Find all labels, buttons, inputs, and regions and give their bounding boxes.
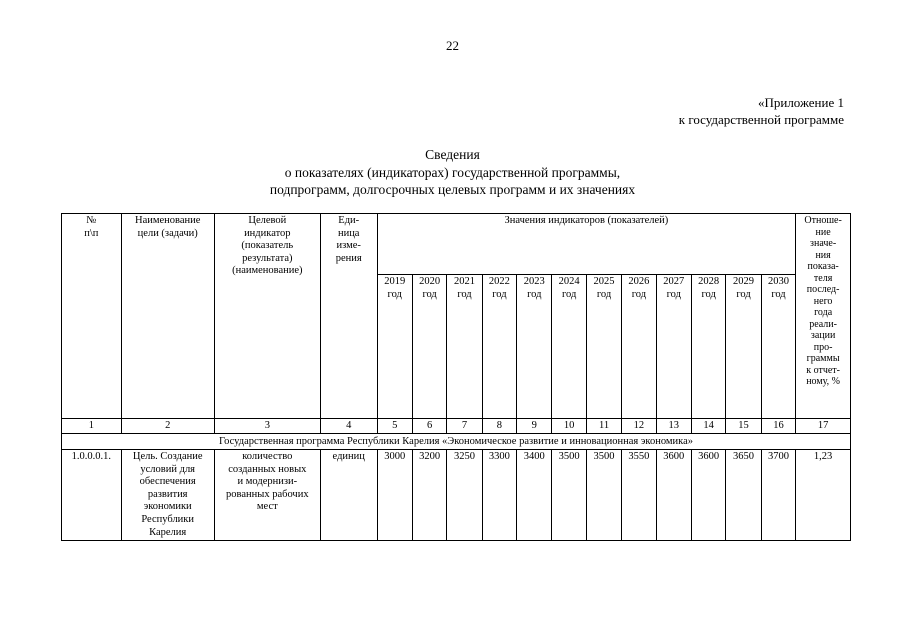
column-number: 14 bbox=[691, 419, 725, 434]
row-unit: единиц bbox=[320, 450, 377, 541]
text-line: Отноше- bbox=[804, 215, 842, 226]
appendix-note bbox=[679, 94, 844, 128]
year-word: год bbox=[666, 288, 681, 300]
year-label: 2023 bbox=[523, 276, 545, 287]
year-header-2021 bbox=[447, 275, 482, 419]
column-number: 10 bbox=[552, 419, 586, 434]
text-line: созданных новых bbox=[228, 463, 307, 475]
appendix-line-2: к государственной программе bbox=[678, 112, 844, 127]
year-word: год bbox=[492, 288, 507, 300]
column-number: 4 bbox=[320, 419, 377, 434]
column-number: 12 bbox=[622, 419, 656, 434]
text-line: показа- bbox=[807, 261, 839, 272]
year-header-2020 bbox=[412, 275, 446, 419]
column-number: 2 bbox=[121, 419, 214, 434]
year-word: год bbox=[561, 288, 577, 300]
value-cell: 3600 bbox=[656, 450, 691, 541]
value-cell: 3700 bbox=[761, 450, 795, 541]
year-label: 2019 bbox=[384, 276, 406, 287]
year-header-2022 bbox=[482, 275, 516, 419]
header-unit bbox=[320, 214, 377, 419]
text-line: результата) bbox=[242, 252, 293, 264]
text-line: условий для bbox=[140, 463, 196, 475]
text-line: рения bbox=[335, 252, 362, 264]
year-label: 2026 bbox=[628, 276, 650, 287]
text-line: ница bbox=[337, 227, 360, 239]
year-label: 2022 bbox=[488, 276, 510, 287]
text-line: количество bbox=[242, 451, 293, 462]
column-number: 17 bbox=[796, 419, 851, 434]
text-line: изме- bbox=[336, 240, 361, 252]
year-word: год bbox=[422, 288, 437, 300]
text-line: ние bbox=[815, 226, 831, 238]
document-title bbox=[0, 146, 905, 199]
indicators-table bbox=[61, 213, 851, 541]
year-header-2023 bbox=[517, 275, 552, 419]
column-number: 15 bbox=[726, 419, 761, 434]
text-line: экономики bbox=[143, 501, 192, 513]
year-word: год bbox=[701, 288, 716, 300]
text-line: обеспечения bbox=[139, 476, 196, 488]
year-label: 2027 bbox=[663, 276, 685, 287]
appendix-line-1: «Приложение 1 bbox=[757, 95, 844, 110]
text-line: послед- bbox=[806, 284, 840, 295]
text-line: года bbox=[814, 307, 833, 318]
text-line: ному, % bbox=[806, 376, 841, 387]
year-label: 2030 bbox=[767, 276, 789, 287]
column-number: 3 bbox=[214, 419, 320, 434]
year-label: 2025 bbox=[593, 276, 615, 287]
text-line: (показатель bbox=[241, 240, 294, 252]
column-number-row bbox=[62, 419, 851, 434]
year-header-2026 bbox=[622, 275, 656, 419]
text-line: Карелия bbox=[149, 526, 187, 538]
value-cell: 3200 bbox=[412, 450, 446, 541]
header-num bbox=[62, 214, 122, 419]
year-header-2024 bbox=[552, 275, 586, 419]
year-label: 2020 bbox=[419, 276, 441, 287]
text-line: и модернизи- bbox=[237, 476, 298, 488]
year-word: год bbox=[596, 288, 612, 300]
value-cell: 3250 bbox=[447, 450, 482, 541]
value-cell: 3650 bbox=[726, 450, 761, 541]
column-number: 1 bbox=[62, 419, 122, 434]
section-row bbox=[62, 434, 851, 450]
year-header-2019 bbox=[377, 275, 412, 419]
year-label: 2029 bbox=[733, 276, 755, 287]
text-line: Еди- bbox=[338, 215, 360, 226]
text-line: теля bbox=[813, 272, 833, 284]
text-line: № bbox=[86, 215, 97, 226]
year-header-2028 bbox=[691, 275, 725, 419]
text-line: значе- bbox=[810, 238, 837, 249]
column-number: 13 bbox=[656, 419, 691, 434]
text-line: к отчет- bbox=[806, 364, 840, 376]
column-number: 16 bbox=[761, 419, 795, 434]
column-number: 11 bbox=[586, 419, 621, 434]
header-goal bbox=[121, 214, 214, 419]
year-header-2029 bbox=[726, 275, 761, 419]
text-line: Наименование bbox=[134, 215, 201, 226]
year-word: год bbox=[527, 288, 542, 300]
row-indicator bbox=[214, 450, 320, 541]
year-header-2030 bbox=[761, 275, 795, 419]
text-line: про- bbox=[813, 341, 833, 353]
header-indicator bbox=[214, 214, 320, 419]
value-cell: 3550 bbox=[622, 450, 656, 541]
value-cell: 3000 bbox=[377, 450, 412, 541]
value-cell: 3500 bbox=[586, 450, 621, 541]
column-number: 9 bbox=[517, 419, 552, 434]
text-line: зации bbox=[810, 330, 836, 341]
year-label: 2028 bbox=[698, 276, 720, 287]
text-line: Республики bbox=[141, 513, 195, 525]
text-line: п\п bbox=[84, 227, 99, 239]
text-line: мест bbox=[256, 501, 278, 513]
header-row bbox=[62, 214, 851, 275]
year-word: год bbox=[771, 288, 786, 300]
title-line-2: о показателях (индикаторах) государственной программы, bbox=[284, 164, 621, 180]
year-word: год bbox=[736, 288, 751, 300]
text-line: граммы bbox=[806, 353, 840, 364]
row-goal bbox=[121, 450, 214, 541]
year-word: год bbox=[387, 288, 402, 300]
column-number: 7 bbox=[447, 419, 482, 434]
year-word: год bbox=[631, 288, 647, 300]
header-values-group: Значения индикаторов (показателей) bbox=[377, 214, 796, 275]
column-number: 6 bbox=[412, 419, 446, 434]
text-line: (наименование) bbox=[232, 265, 303, 277]
value-cell: 3400 bbox=[517, 450, 552, 541]
page-number: 22 bbox=[446, 38, 459, 53]
value-cell: 3300 bbox=[482, 450, 516, 541]
year-label: 2021 bbox=[453, 276, 475, 287]
year-word: год bbox=[457, 288, 472, 300]
text-line: индикатор bbox=[244, 227, 291, 239]
text-line: него bbox=[813, 295, 833, 307]
text-line: ния bbox=[815, 249, 831, 261]
text-line: развития bbox=[147, 488, 188, 500]
year-label: 2024 bbox=[558, 276, 580, 287]
title-line-1: Сведения bbox=[425, 147, 480, 162]
ratio-cell: 1,23 bbox=[796, 450, 851, 541]
title-line-3: подпрограмм, долгосрочных целевых программ и их значениях bbox=[269, 182, 636, 197]
text-line: цели (задачи) bbox=[137, 227, 198, 239]
text-line: реали- bbox=[809, 318, 837, 330]
section-title: Государственная программа Республики Карелия «Экономическое развитие и инновационная экономика» bbox=[62, 434, 851, 450]
row-number: 1.0.0.0.1. bbox=[62, 450, 122, 541]
text-line: Цель. Создание bbox=[132, 451, 203, 462]
value-cell: 3600 bbox=[691, 450, 725, 541]
year-header-2025 bbox=[586, 275, 621, 419]
text-line: Целевой bbox=[248, 215, 287, 226]
header-ratio bbox=[796, 214, 851, 419]
value-cell: 3500 bbox=[552, 450, 586, 541]
text-line: рованных рабочих bbox=[226, 488, 309, 500]
table-row bbox=[62, 450, 851, 541]
column-number: 5 bbox=[377, 419, 412, 434]
column-number: 8 bbox=[482, 419, 516, 434]
year-header-2027 bbox=[656, 275, 691, 419]
